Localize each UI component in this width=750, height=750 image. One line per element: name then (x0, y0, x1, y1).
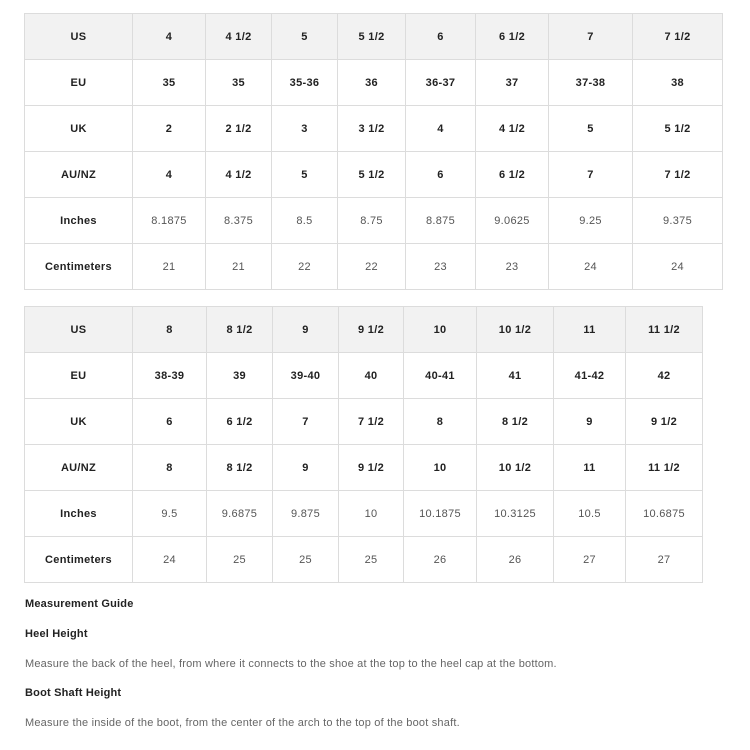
size-cell: 41-42 (554, 353, 626, 399)
size-cell: 26 (404, 537, 477, 583)
size-cell: 3 1/2 (338, 106, 406, 152)
size-cell: 22 (338, 244, 406, 290)
row-label: AU/NZ (25, 445, 133, 491)
size-cell: 10.5 (554, 491, 626, 537)
size-cell: 27 (626, 537, 703, 583)
size-cell: 10.1875 (404, 491, 477, 537)
size-cell: 21 (206, 244, 272, 290)
size-cell: 36-37 (406, 60, 476, 106)
size-cell: 8 1/2 (477, 399, 554, 445)
size-cell: 8 1/2 (207, 445, 273, 491)
size-cell: 37-38 (549, 60, 633, 106)
size-cell: 9 (273, 445, 339, 491)
size-cell: 9.375 (633, 198, 723, 244)
size-cell: 6 (406, 152, 476, 198)
size-cell: 6 (133, 399, 207, 445)
size-cell: 5 1/2 (633, 106, 723, 152)
table-row (25, 537, 703, 583)
size-cell: 9.25 (549, 198, 633, 244)
size-cell: 23 (476, 244, 549, 290)
size-cell: 9 (554, 399, 626, 445)
size-cell: 11 (554, 445, 626, 491)
size-cell: 5 (272, 14, 338, 60)
size-cell: 8.5 (272, 198, 338, 244)
size-cell: 8 (404, 399, 477, 445)
table-row (25, 152, 723, 198)
size-cell: 10 (404, 307, 477, 353)
row-label: EU (25, 60, 133, 106)
row-label: Inches (25, 198, 133, 244)
heel-height-description: Measure the back of the heel, from where it connects to the shoe at the top to the heel cap at the bottom. (25, 658, 557, 670)
size-cell: 26 (477, 537, 554, 583)
size-cell: 7 1/2 (339, 399, 404, 445)
size-cell: 7 1/2 (633, 152, 723, 198)
size-cell: 42 (626, 353, 703, 399)
size-cell: 27 (554, 537, 626, 583)
size-cell: 36 (338, 60, 406, 106)
size-cell: 8.875 (406, 198, 476, 244)
size-cell: 10.3125 (477, 491, 554, 537)
size-cell: 25 (273, 537, 339, 583)
size-cell: 8 1/2 (207, 307, 273, 353)
size-cell: 39-40 (273, 353, 339, 399)
size-cell: 2 (133, 106, 206, 152)
size-cell: 7 (549, 152, 633, 198)
size-cell: 4 (133, 14, 206, 60)
size-cell: 40 (339, 353, 404, 399)
size-cell: 39 (207, 353, 273, 399)
heel-height-title: Heel Height (25, 628, 88, 640)
size-cell: 4 1/2 (476, 106, 549, 152)
table-row (25, 106, 723, 152)
size-cell: 10 1/2 (477, 307, 554, 353)
size-cell: 5 (549, 106, 633, 152)
size-cell: 4 (133, 152, 206, 198)
size-cell: 8.75 (338, 198, 406, 244)
size-cell: 4 1/2 (206, 152, 272, 198)
size-cell: 23 (406, 244, 476, 290)
row-label: Centimeters (25, 537, 133, 583)
size-cell: 10.6875 (626, 491, 703, 537)
size-cell: 5 (272, 152, 338, 198)
size-chart-table-1 (24, 13, 723, 290)
size-cell: 35 (133, 60, 206, 106)
size-cell: 25 (339, 537, 404, 583)
size-cell: 11 1/2 (626, 445, 703, 491)
size-cell: 38 (633, 60, 723, 106)
size-cell: 8 (133, 445, 207, 491)
size-cell: 25 (207, 537, 273, 583)
row-label: EU (25, 353, 133, 399)
size-cell: 5 1/2 (338, 152, 406, 198)
size-cell: 9 1/2 (339, 445, 404, 491)
size-cell: 24 (633, 244, 723, 290)
size-cell: 9 1/2 (626, 399, 703, 445)
row-label: Centimeters (25, 244, 133, 290)
size-cell: 35-36 (272, 60, 338, 106)
size-cell: 6 1/2 (476, 152, 549, 198)
size-cell: 9.5 (133, 491, 207, 537)
size-cell: 10 (339, 491, 404, 537)
table-row (25, 491, 703, 537)
table-row (25, 244, 723, 290)
size-cell: 41 (477, 353, 554, 399)
size-cell: 21 (133, 244, 206, 290)
size-cell: 22 (272, 244, 338, 290)
table-row (25, 399, 703, 445)
table-row (25, 60, 723, 106)
size-cell: 40-41 (404, 353, 477, 399)
size-cell: 6 1/2 (207, 399, 273, 445)
size-cell: 4 (406, 106, 476, 152)
table-row (25, 307, 703, 353)
size-cell: 9 (273, 307, 339, 353)
size-cell: 35 (206, 60, 272, 106)
size-cell: 10 (404, 445, 477, 491)
size-cell: 9.0625 (476, 198, 549, 244)
size-cell: 37 (476, 60, 549, 106)
row-label: UK (25, 106, 133, 152)
size-cell: 6 1/2 (476, 14, 549, 60)
size-cell: 3 (272, 106, 338, 152)
size-cell: 9 1/2 (339, 307, 404, 353)
size-cell: 8 (133, 307, 207, 353)
size-chart-table-2 (24, 306, 703, 583)
size-cell: 7 (549, 14, 633, 60)
table-row (25, 14, 723, 60)
boot-shaft-height-description: Measure the inside of the boot, from the center of the arch to the top of the boot shaft. (25, 717, 460, 729)
size-cell: 5 1/2 (338, 14, 406, 60)
size-cell: 2 1/2 (206, 106, 272, 152)
size-cell: 7 1/2 (633, 14, 723, 60)
size-cell: 9.875 (273, 491, 339, 537)
measurement-guide-title: Measurement Guide (25, 598, 134, 610)
size-cell: 8.1875 (133, 198, 206, 244)
row-label: AU/NZ (25, 152, 133, 198)
row-label: US (25, 307, 133, 353)
size-cell: 24 (549, 244, 633, 290)
size-cell: 8.375 (206, 198, 272, 244)
size-cell: 24 (133, 537, 207, 583)
boot-shaft-height-title: Boot Shaft Height (25, 687, 122, 699)
size-cell: 6 (406, 14, 476, 60)
table-row (25, 445, 703, 491)
size-cell: 11 (554, 307, 626, 353)
table-row (25, 198, 723, 244)
size-cell: 10 1/2 (477, 445, 554, 491)
size-cell: 4 1/2 (206, 14, 272, 60)
row-label: Inches (25, 491, 133, 537)
size-cell: 38-39 (133, 353, 207, 399)
size-cell: 9.6875 (207, 491, 273, 537)
size-cell: 7 (273, 399, 339, 445)
row-label: US (25, 14, 133, 60)
table-row (25, 353, 703, 399)
size-cell: 11 1/2 (626, 307, 703, 353)
row-label: UK (25, 399, 133, 445)
